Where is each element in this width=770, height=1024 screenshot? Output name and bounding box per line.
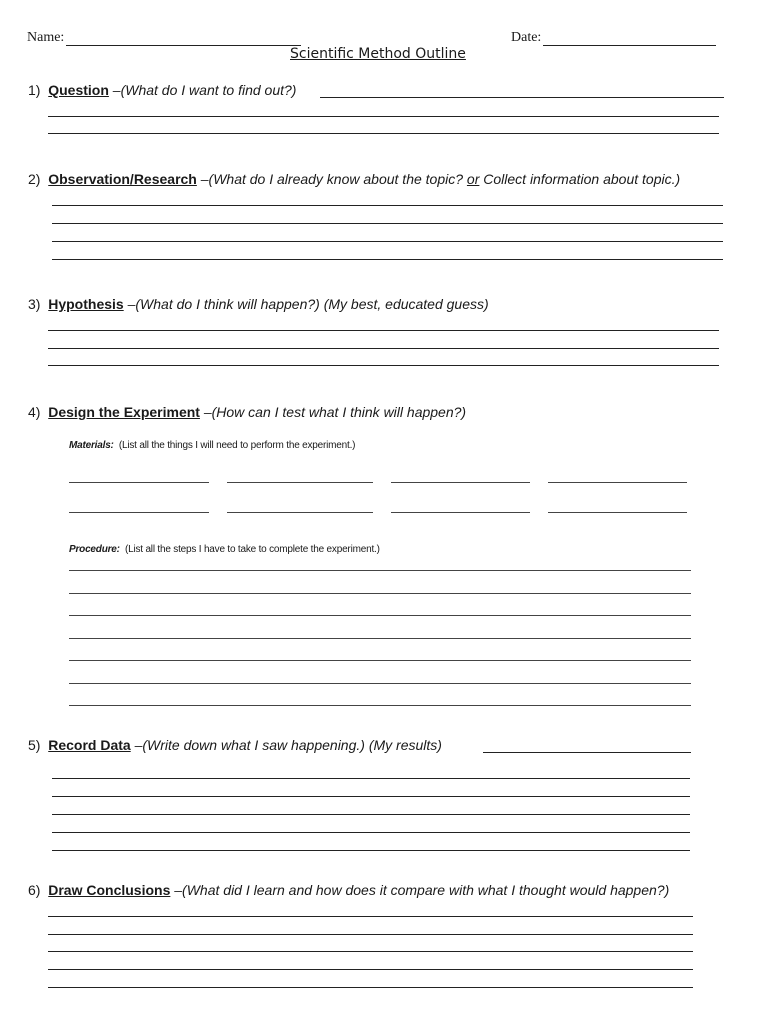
section-prompt: –(What do I already know about the topic? <box>200 171 464 187</box>
procedure-line[interactable] <box>69 660 691 661</box>
section-number: 3) <box>28 296 41 312</box>
section-heading: Question <box>48 82 109 98</box>
answer-line[interactable] <box>52 778 690 779</box>
material-blank[interactable] <box>227 482 373 483</box>
procedure-line[interactable] <box>69 683 691 684</box>
section-number: 1) <box>28 82 41 98</box>
section-heading: Draw Conclusions <box>48 882 171 898</box>
procedure-line[interactable] <box>69 570 691 571</box>
material-blank[interactable] <box>548 482 687 483</box>
section-number: 6) <box>28 882 41 898</box>
answer-line[interactable] <box>48 330 719 331</box>
date-label: Date: <box>511 30 542 45</box>
section-record-data <box>28 737 442 753</box>
procedure-hint: (List all the steps I have to take to complete the experiment.) <box>124 544 380 555</box>
section-number: 5) <box>28 737 41 753</box>
section-prompt: –(What do I think will happen?) (My best, educated guess) <box>127 296 489 312</box>
section-prompt: –(How can I test what I think will happen?) <box>203 404 467 420</box>
section-hypothesis <box>28 296 489 312</box>
procedure-line[interactable] <box>69 615 691 616</box>
material-blank[interactable] <box>69 512 209 513</box>
materials-hint: (List all the things I will need to perform the experiment.) <box>118 440 356 451</box>
material-blank[interactable] <box>69 482 209 483</box>
procedure-line[interactable] <box>69 705 691 706</box>
material-blank[interactable] <box>391 482 530 483</box>
answer-line[interactable] <box>48 116 719 117</box>
answer-line[interactable] <box>48 987 693 988</box>
answer-line[interactable] <box>52 205 723 206</box>
answer-line[interactable] <box>48 969 693 970</box>
answer-line[interactable] <box>52 850 690 851</box>
name-field[interactable] <box>66 45 301 46</box>
section-number: 4) <box>28 404 41 420</box>
materials-heading <box>69 440 355 451</box>
materials-label: Materials: <box>69 440 114 451</box>
answer-line[interactable] <box>48 348 719 349</box>
answer-line[interactable] <box>52 796 690 797</box>
section-heading: Hypothesis <box>48 296 124 312</box>
answer-line[interactable] <box>483 752 691 753</box>
date-field[interactable] <box>543 45 716 46</box>
section-prompt: –(Write down what I saw happening.) (My results) <box>134 737 442 753</box>
answer-line[interactable] <box>48 951 693 952</box>
section-number: 2) <box>28 171 41 187</box>
answer-line[interactable] <box>48 365 719 366</box>
section-question <box>28 82 296 98</box>
page-title: Scientific Method Outline <box>290 46 466 62</box>
answer-line[interactable] <box>52 814 690 815</box>
answer-line[interactable] <box>320 97 724 98</box>
material-blank[interactable] <box>227 512 373 513</box>
procedure-heading <box>69 544 380 555</box>
answer-line[interactable] <box>52 223 723 224</box>
section-prompt-or: or <box>466 171 480 187</box>
section-conclusions <box>28 882 669 898</box>
answer-line[interactable] <box>48 934 693 935</box>
procedure-line[interactable] <box>69 638 691 639</box>
procedure-label: Procedure: <box>69 544 120 555</box>
section-heading: Observation/Research <box>48 171 197 187</box>
answer-line[interactable] <box>52 241 723 242</box>
answer-line[interactable] <box>48 916 693 917</box>
procedure-line[interactable] <box>69 593 691 594</box>
section-heading: Record Data <box>48 737 131 753</box>
material-blank[interactable] <box>391 512 530 513</box>
answer-line[interactable] <box>52 259 723 260</box>
section-observation <box>28 171 680 187</box>
section-heading: Design the Experiment <box>48 404 200 420</box>
section-prompt: –(What did I learn and how does it compare with what I thought would happen?) <box>174 882 670 898</box>
section-prompt-rest: Collect information about topic.) <box>483 171 681 187</box>
section-prompt: –(What do I want to find out?) <box>112 82 297 98</box>
answer-line[interactable] <box>48 133 719 134</box>
name-label: Name: <box>27 30 65 45</box>
section-design <box>28 404 466 420</box>
answer-line[interactable] <box>52 832 690 833</box>
material-blank[interactable] <box>548 512 687 513</box>
